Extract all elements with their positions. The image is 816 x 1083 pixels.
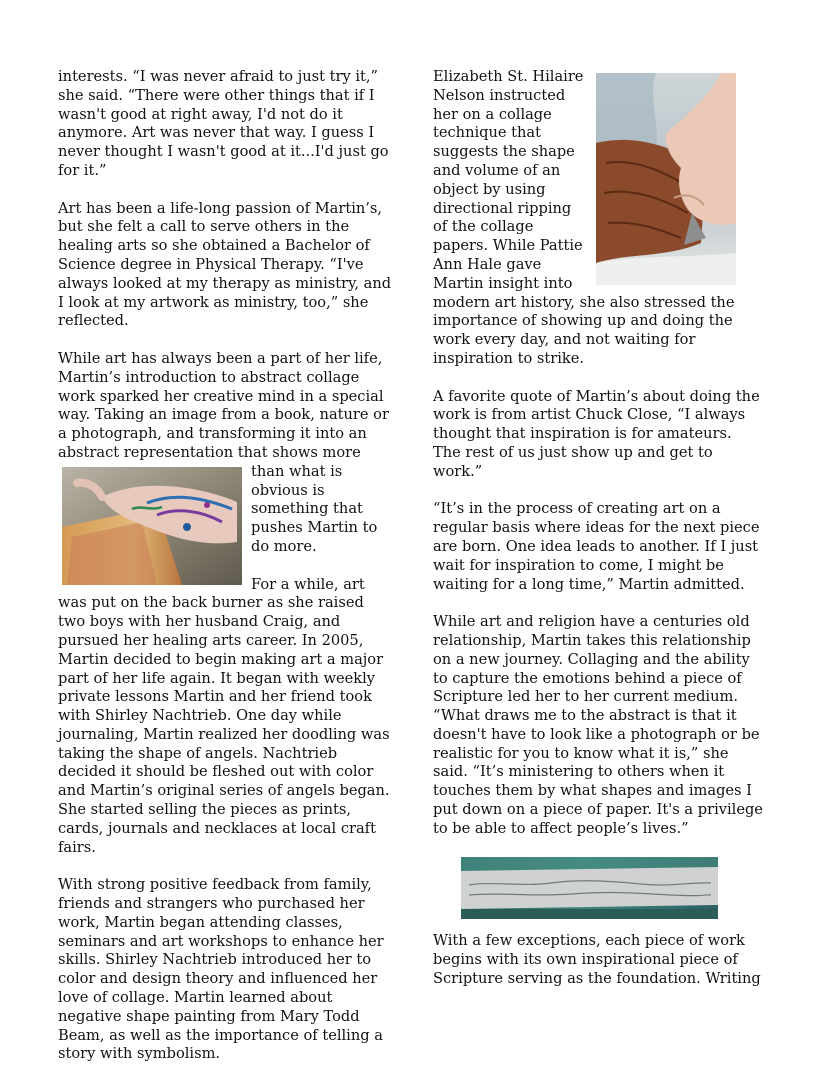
scripture-strip-photo — [461, 857, 718, 919]
collage-intro-continued: what is obvious is something that pushes Martin to do more. — [251, 462, 378, 555]
paragraph-interests: interests. “I was never afraid to just try it,” she said. “There were other things that if I wasn't good at right away, I'd not do it anymore. Art was never that way. I guess I never thought I wasn't good at it...I'd just go for it.” — [58, 68, 389, 179]
collage-intro-text: While art has always been a part of her life, Martin’s introduction to abstract collage work sparked her creative mind in a special way. Taking an image from a book, nature or a photograph, and transforming it into an abstract representation that shows more than — [58, 349, 389, 480]
paragraph-collage-intro — [58, 350, 392, 557]
right-column — [433, 68, 763, 1008]
paragraph-process: “It’s in the process of creating art on a regular basis where ideas for the next piece are born. One idea leads to another. If I just wait for inspiration to come, I might be waiting for a long time,” Martin admitted. — [433, 500, 760, 593]
technique-text: Elizabeth St. Hilaire Nelson instructed her on a collage technique that suggests the shape and volume of an object by using directional ripping of the collage papers. While Pattie Ann Hale gave Martin insight into modern art history, she also stressed the importance of showing up and doing the work every day, and not waiting for inspiration to strike. — [433, 68, 735, 367]
hand-tearing-paper-photo — [596, 73, 736, 285]
left-column — [58, 68, 392, 1083]
paragraph-art-religion: While art and religion have a centuries old relationship, Martin takes this relationship on a new journey. Collaging and the ability to capture the emotions behind a piece of Scripture led her to her current medium. “What draws me to the abstract is that it doesn't have to look like a photograph or be realistic for you to know what it is,” she said. “It’s ministering to others when it touches them by what shapes and images I put down on a piece of paper. It's a privilege to be able to affect people’s lives.” — [433, 613, 763, 837]
paragraph-technique — [433, 68, 763, 369]
paragraph-scripture-foundation: With a few exceptions, each piece of work begins with its own inspirational piece of Scripture serving as the foundation. Writing — [433, 932, 761, 988]
paragraph-passion: Art has been a life-long passion of Martin’s, but she felt a call to serve others in the healing arts so she obtained a Bachelor of Science degree in Physical Therapy. “I've always looked at my therapy as ministry, and I look at my artwork as ministry, too,” she reflected. — [58, 199, 392, 330]
painted-hand-photo — [62, 467, 242, 585]
paragraph-back-burner: For a while, art was put on the back burner as she raised two boys with her husband Craig, and pursued her healing arts career. In 2005, Martin decided to begin making art a major part of her life again. It began with weekly private lessons Martin and her friend took with Shirley Nachtrieb. One day while journaling, Martin realized her doodling was taking the shape of angels. Nachtrieb decided it should be fleshed out with color and Martin’s original series of angels began. She started selling the pieces as prints, cards, journals and necklaces at local craft fairs. — [58, 575, 390, 856]
paragraph-chuck-close-quote: A favorite quote of Martin’s about doing the work is from artist Chuck Close, “I always thought that inspiration is for amateurs. The rest of us just show up and get to work.” — [433, 387, 760, 480]
paragraph-feedback: With strong positive feedback from family, friends and strangers who purchased her work, Martin began attending classes, seminars and art workshops to enhance her skills. Shirley Nachtrieb introduced her to color and design theory and influenced her love of collage. Martin learned about negative shape painting from Mary Todd Beam, as well as the importance of telling a story with symbolism. — [58, 876, 384, 1063]
